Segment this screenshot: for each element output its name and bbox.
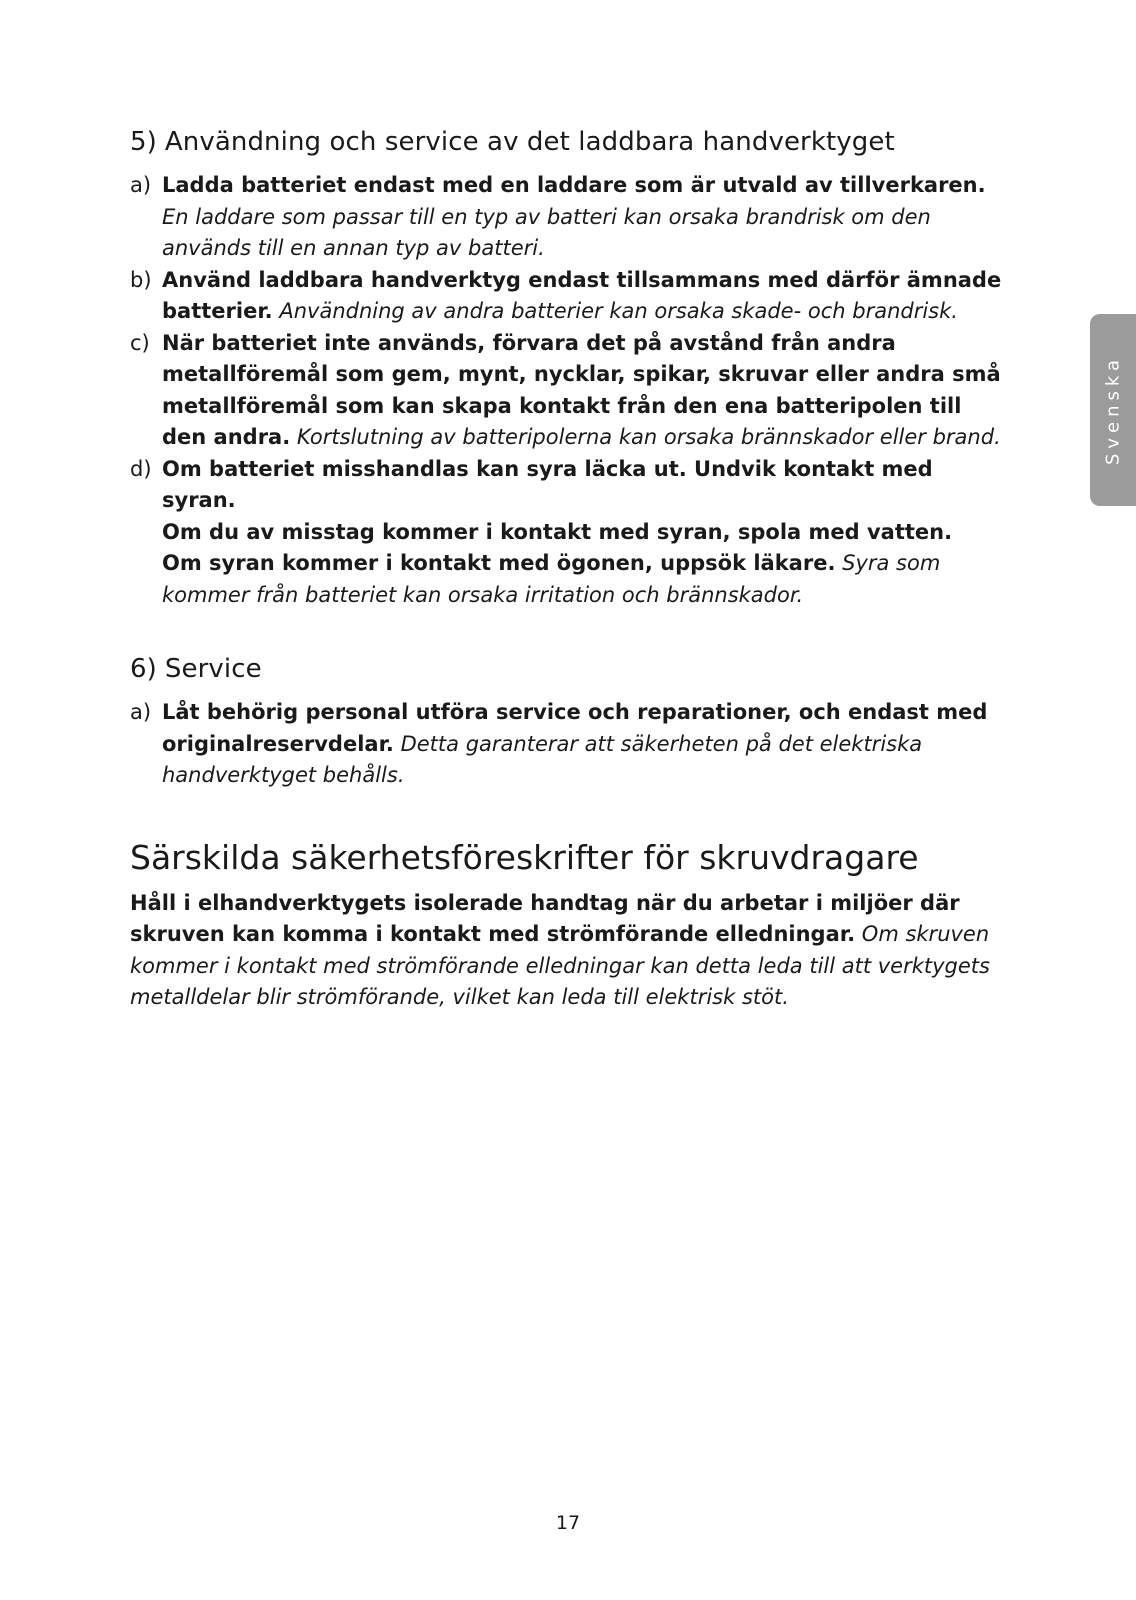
section-5-heading [130, 124, 1010, 160]
item-bold-text: Använd laddbara handverktyg endast tillsammans med därför ämnade batterier. [162, 267, 1002, 323]
item-italic-text: Kortslutning av batteripolerna kan orsaka brännskador eller brand. [296, 425, 1001, 449]
item-italic-text: Syra som kommer från batteriet kan orsaka irritation och brännskador. [162, 551, 941, 607]
special-bold-text: Håll i elhandverktygets isolerade handtag när du arbetar i miljöer där skruven kan komma i kontakt med strömförande elledningar. [130, 890, 960, 946]
language-tab-label: Svenska [1102, 354, 1124, 466]
section-6-title: Service [164, 654, 262, 684]
page-number: 17 [555, 1512, 581, 1534]
section-5-list [130, 170, 1010, 611]
item-marker: a) [130, 173, 152, 197]
special-safety-heading: Särskilda säkerhetsföreskrifter för skruvdragare [130, 837, 919, 877]
language-tab [1090, 314, 1136, 506]
special-italic-text: Om skruven kommer i kontakt med strömförande elledningar kan detta leda till att verktygets metalldelar blir strömförande, vilket kan leda till elektrisk stöt. [130, 922, 990, 1009]
item-bold-text: Ladda batteriet endast med en laddare som är utvald av tillverkaren. [162, 173, 986, 197]
item-bold-text: Låt behörig personal utföra service och reparationer, och endast med originalreservdelar. [162, 700, 988, 756]
list-item [130, 328, 1010, 454]
item-marker: b) [130, 267, 152, 292]
item-bold-line: Om batteriet misshandlas kan syra läcka ut. Undvik kontakt med syran. [162, 456, 933, 512]
list-item [130, 454, 1010, 612]
item-italic-text: Detta garanterar att säkerheten på det elektriska handverktyget behålls. [162, 731, 923, 787]
section-6-list [130, 697, 1010, 792]
list-item [130, 170, 1010, 265]
special-safety-paragraph [130, 888, 1010, 1014]
item-marker: d) [130, 456, 152, 481]
item-bold-line: Om du av misstag kommer i kontakt med syran, spola med vatten. [162, 519, 953, 544]
item-marker: a) [130, 700, 152, 724]
section-5-number: 5) [130, 127, 157, 157]
section-5-title: Användning och service av det laddbara handverktyget [164, 127, 895, 157]
list-item [130, 265, 1010, 328]
list-item [130, 697, 1010, 792]
page-content [130, 124, 1010, 1014]
item-bold-text: När batteriet inte används, förvara det på avstånd från andra metallföremål som gem, mynt, nycklar, spikar, skruvar eller andra små metallföremål som kan skapa kontakt från den ena batteripolen till den andra. [162, 330, 1001, 449]
item-marker: c) [130, 330, 150, 355]
section-6-heading [130, 651, 1010, 687]
item-bold-line: Om syran kommer i kontakt med ögonen, uppsök läkare. [162, 551, 836, 575]
item-italic-text: En laddare som passar till en typ av batteri kan orsaka brandrisk om den används till en annan typ av batteri. [162, 204, 931, 260]
item-italic-text: Användning av andra batterier kan orsaka skade- och brandrisk. [279, 299, 958, 323]
section-6-number: 6) [130, 654, 157, 684]
